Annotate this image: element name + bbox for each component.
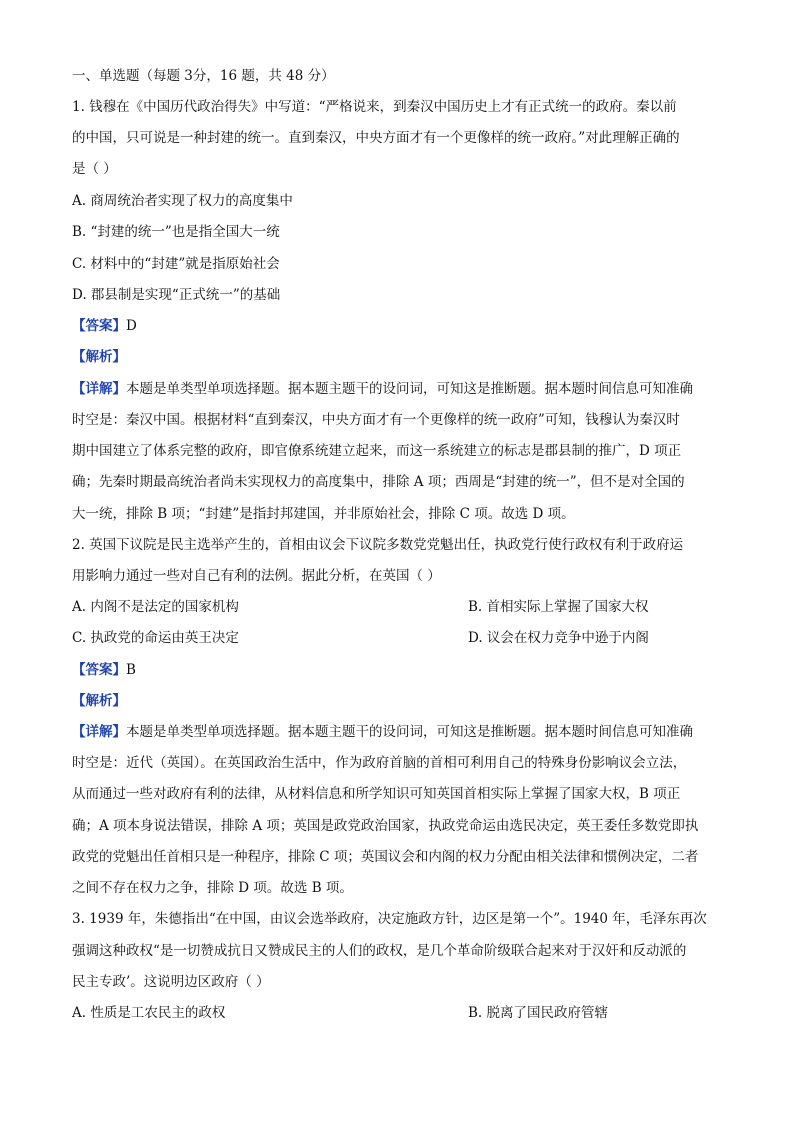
question-2-option-a: A. 内阁不是法定的国家机构: [72, 599, 239, 615]
detail-text: 本题是单类型单项选择题。据本题主题干的设问词，可知这是推断题。据本题时间信息可知准确: [126, 724, 693, 740]
question-2-stem-line-1: 2. 英国下议院是民主选举产生的，首相由议会下议院多数党党魁出任，执政党行使行政权有利于政府运: [72, 537, 684, 553]
question-2-stem-line-2: 用影响力通过一些对自己有利的法例。据此分析，在英国（ ）: [72, 568, 441, 584]
question-2-answer: [72, 660, 724, 680]
question-2-detail-line-2: 时空是：近代（英国）。在英国政治生活中，作为政府首脑的首相可利用自己的特殊身份影响议会立法，: [72, 755, 687, 771]
question-2-option-d: D. 议会在权力竞争中逊于内阁: [468, 630, 649, 646]
answer-tag: 【答案】: [72, 318, 126, 334]
question-1-analysis-tag: [72, 347, 724, 367]
detail-tag: 【详解】: [72, 724, 126, 740]
detail-tag: 【详解】: [72, 381, 126, 397]
question-1-detail-line-1: [72, 379, 724, 399]
question-2-options-row-2: [72, 628, 724, 648]
section-header: 一、单选题（每题 3分，16 题，共 48 分）: [72, 68, 335, 84]
question-1-stem-line-3: 是（ ）: [72, 161, 117, 177]
answer-value: D: [126, 318, 137, 334]
question-1-option-b: B. “封建的统一”也是指全国大一统: [72, 224, 280, 240]
question-2-detail-line-6: 之间不存在权力之争，排除 D 项。故选 B 项。: [72, 880, 353, 896]
question-1-detail-line-5: 大一统，排除 B 项；“封建”是指封邦建国，并非原始社会，排除 C 项。故选 D 项。: [72, 506, 575, 522]
question-1-detail-line-2: 时空是：秦汉中国。根据材料“直到秦汉，中央方面才有一个更像样的统一政府”可知，钱穆认为秦汉时: [72, 412, 680, 428]
analysis-tag: 【解析】: [72, 349, 126, 365]
question-2-detail-line-1: [72, 722, 724, 742]
detail-text: 本题是单类型单项选择题。据本题主题干的设问词，可知这是推断题。据本题时间信息可知准确: [126, 381, 693, 397]
question-2-options-row-1: [72, 597, 724, 617]
question-1-option-c: C. 材料中的“封建”就是指原始社会: [72, 256, 280, 272]
answer-value: B: [126, 662, 136, 678]
question-3-options-row-1: [72, 1003, 724, 1023]
question-1-detail-line-4: 确；先秦时期最高统治者尚未实现权力的高度集中，排除 A 项；西周是“封建的统一”，但不是对全国的: [72, 474, 685, 490]
question-3-stem-line-3: 民主专政’。这说明边区政府（ ）: [72, 974, 270, 990]
question-2-option-b: B. 首相实际上掌握了国家大权: [468, 599, 649, 615]
question-1-option-d: D. 郡县制是实现“正式统一”的基础: [72, 287, 281, 303]
question-1-answer: [72, 316, 724, 336]
question-1-detail-line-3: 期中国建立了体系完整的政府，即官僚系统建立起来，而这一系统建立的标志是郡县制的推广，D 项正: [72, 443, 682, 459]
question-2-detail-line-4: 确；A 项本身说法错误，排除 A 项；英国是政党政治国家，执政党命运由选民决定，英王委任多数党即执: [72, 818, 699, 834]
question-3-stem-line-1: 3. 1939 年，朱德指出“在中国，由议会选举政府，决定施政方针，边区是第一个”。1940 年，毛泽东再次: [72, 911, 707, 927]
question-3-stem-line-2: 强调这种政权“是一切赞成抗日又赞成民主的人们的政权，是几个革命阶级联合起来对于汉奸和反动派的: [72, 943, 687, 959]
question-2-option-c: C. 执政党的命运由英王决定: [72, 630, 239, 646]
question-2-analysis-tag: [72, 691, 724, 711]
question-1-stem-line-2: 的中国，只可说是一种封建的统一。直到秦汉，中央方面才有一个更像样的统一政府。”对此理解正确的: [72, 130, 680, 146]
answer-tag: 【答案】: [72, 662, 126, 678]
question-2-detail-line-5: 政党的党魁出任首相只是一种程序，排除 C 项；英国议会和内阁的权力分配由相关法律和惯例决定，二者: [72, 849, 699, 865]
question-3-option-a: A. 性质是工农民主的政权: [72, 1005, 226, 1021]
question-2-detail-line-3: 从而通过一些对政府有利的法律，从材料信息和所学知识可知英国首相实际上掌握了国家大权，B 项正: [72, 786, 681, 802]
question-1-option-a: A. 商周统治者实现了权力的高度集中: [72, 193, 293, 209]
question-3-option-b: B. 脱离了国民政府管辖: [468, 1005, 609, 1021]
analysis-tag: 【解析】: [72, 693, 126, 709]
question-1-stem-line-1: 1. 钱穆在《中国历代政治得失》中写道：“严格说来，到秦汉中国历史上才有正式统一的政府。秦以前: [72, 99, 677, 115]
